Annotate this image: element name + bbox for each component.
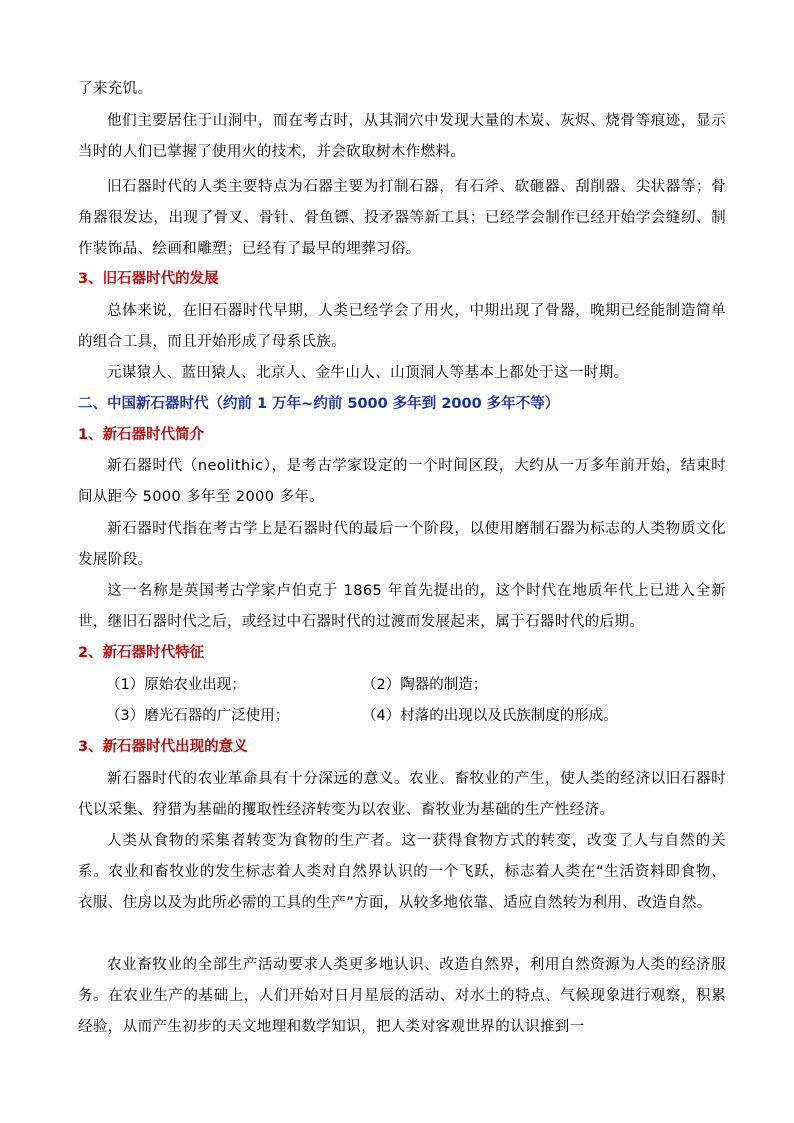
paragraph-neolithic-stage: 新石器时代指在考古学上是石器时代的最后一个阶段，以使用磨制石器为标志的人类物质文化发展阶段。	[78, 521, 726, 568]
paragraph-knowledge: 农业畜牧业的全部生产活动要求人类更多地认识、改造自然界，利用自然资源为人类的经济服务。在农业生产的基础上，人们开始对日月星辰的活动、对水土的特点、气候现象进行观察，积累经验，从而产生初步的天文地理和数学知识，把人类对客观世界的认识推到一	[78, 957, 726, 1035]
paragraph-neolithic-definition: 新石器时代（neolithic），是考古学家设定的一个时间区段，大约从一万多年前开始，结束时间从距今 5000 多年至 2000 多年。	[78, 458, 726, 505]
paragraph-neolithic-name-origin: 这一名称是英国考古学家卢伯克于 1865 年首先提出的，这个时代在地质年代上已进入全新世，继旧石器时代之后，或经过中石器时代的过渡而发展起来，属于石器时代的后期。	[78, 583, 726, 630]
heading-neolithic-features: 2、新石器时代特征	[78, 645, 205, 661]
paragraph-fire-use: 他们主要居住于山洞中，而在考古时，从其洞穴中发现大量的木炭、灰烬、烧骨等痕迹，显示当时的人们已掌握了使用火的技术，并会砍取树木作燃料。	[78, 113, 726, 160]
feature-item-villages: （4）村落的出现以及氏族制度的形成。	[362, 708, 618, 724]
feature-item-polished-stone: （3）磨光石器的广泛使用；	[106, 708, 290, 724]
paragraph-paleolithic-summary: 总体来说，在旧石器时代早期，人类已经学会了用火，中期出现了骨器，晚期已经能制造简单的组合工具，而且开始形成了母系氏族。	[78, 303, 726, 350]
feature-item-pottery: （2）陶器的制造；	[362, 677, 488, 693]
heading-paleolithic-development: 3、旧石器时代的发展	[78, 271, 219, 287]
heading-neolithic-china: 二、中国新石器时代（约前 1 万年~约前 5000 多年到 2000 多年不等）	[78, 396, 560, 412]
paragraph-paleolithic-features: 旧石器时代的人类主要特点为石器主要为打制石器，有石斧、砍砸器、刮削器、尖状器等；骨角器很发达，出现了骨叉、骨针、骨鱼镖、投矛器等新工具；已经学会制作已经开始学会缝纫、制作装饰品、绘画和雕塑；已经有了最早的埋葬习俗。	[78, 179, 726, 257]
heading-neolithic-intro: 1、新石器时代简介	[78, 427, 205, 443]
feature-item-agriculture: （1）原始农业出现；	[106, 677, 246, 693]
paragraph-hominids: 元谋猿人、蓝田猿人、北京人、金牛山人、山顶洞人等基本上都处于这一时期。	[107, 365, 629, 381]
paragraph-food-producers: 人类从食物的采集者转变为食物的生产者。这一获得食物方式的转变，改变了人与自然的关系。农业和畜牧业的发生标志着人类对自然界认识的一个飞跃，标志着人类在“生活资料即食物、衣服、住房以及为此所必需的工具的生产”方面，从较多地依靠、适应自然转为利用、改造自然。	[78, 833, 726, 911]
paragraph-agricultural-revolution: 新石器时代的农业革命具有十分深远的意义。农业、畜牧业的产生，使人类的经济以旧石器时代以采集、狩猎为基础的攫取性经济转变为以农业、畜牧业为基础的生产性经济。	[78, 771, 726, 818]
heading-neolithic-significance: 3、新石器时代出现的意义	[78, 739, 248, 755]
paragraph-continuation: 了来充饥。	[78, 81, 153, 97]
